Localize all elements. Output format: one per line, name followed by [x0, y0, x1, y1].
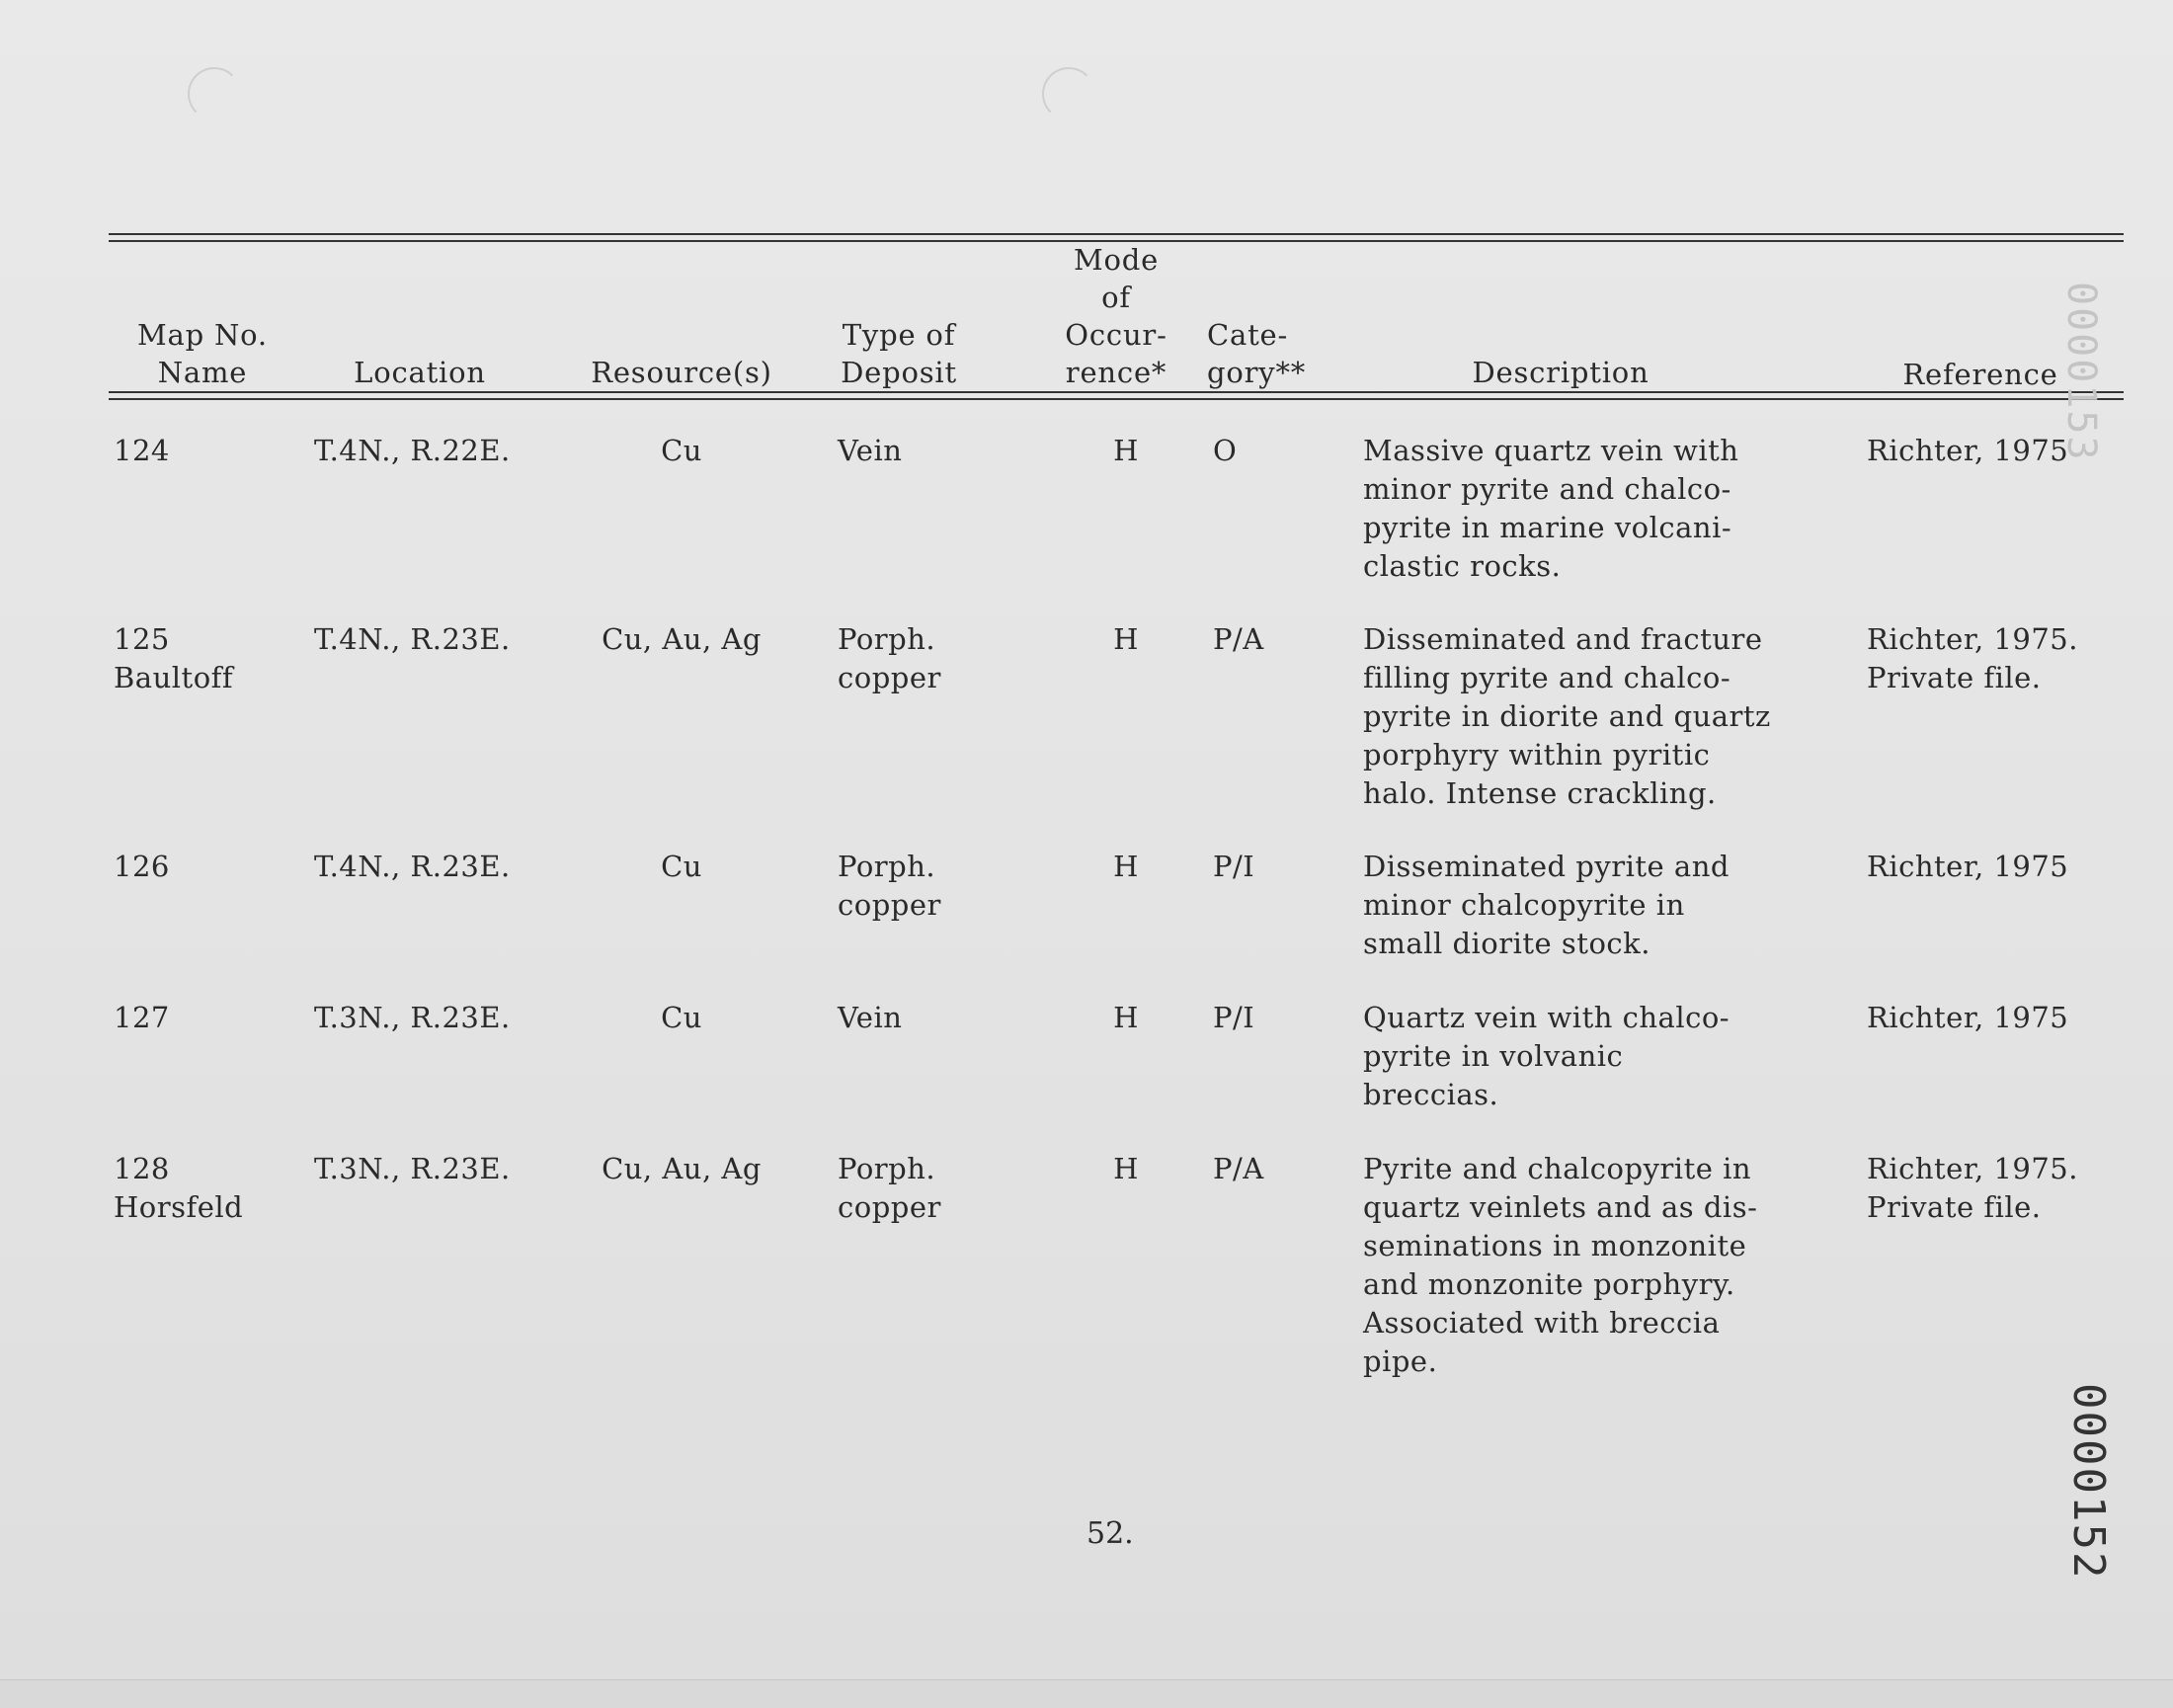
header-reference: Reference	[1902, 358, 2058, 391]
cell-mode: H	[1113, 1152, 1139, 1185]
cell-resources: Cu	[661, 434, 702, 467]
cell-description: Pyrite and chalcopyrite in quartz veinlets and as dis- seminations in monzonite and monzonite porphyry. Associated with breccia pipe.	[1363, 1152, 1758, 1378]
cell-type-of-deposit: Porph. copper	[838, 850, 941, 922]
header-bottom-rule	[109, 391, 2124, 393]
cell-type-of-deposit: Porph. copper	[838, 622, 941, 694]
header-bottom-rule-2	[109, 398, 2124, 400]
header-type-of-deposit: Type of Deposit	[841, 318, 957, 389]
header-resources: Resource(s)	[591, 356, 772, 389]
cell-resources: Cu, Au, Ag	[602, 622, 762, 656]
cell-category: P/A	[1213, 622, 1264, 656]
cell-category: P/I	[1213, 1001, 1255, 1034]
cell-location: T.4N., R.23E.	[314, 850, 511, 883]
cell-reference: Richter, 1975. Private file.	[1867, 622, 2078, 694]
cell-category: O	[1213, 434, 1238, 467]
cell-category: P/I	[1213, 850, 1255, 883]
header-mode-of-occurrence: Mode of Occur- rence*	[1065, 243, 1167, 389]
cell-map-no: 126	[114, 850, 170, 883]
header-location: Location	[354, 356, 486, 389]
archive-stamp-faint: 0000153	[2058, 282, 2104, 462]
cell-map-no: 124	[114, 434, 170, 467]
punch-hole-center	[1042, 67, 1095, 121]
cell-mode: H	[1113, 622, 1139, 656]
cell-reference: Richter, 1975	[1867, 850, 2069, 883]
cell-type-of-deposit: Vein	[838, 434, 903, 467]
cell-location: T.3N., R.23E.	[314, 1001, 511, 1034]
cell-description: Disseminated and fracture filling pyrite and chalco- pyrite in diorite and quartz porphyry within pyritic halo. Intense crackling.	[1363, 622, 1771, 810]
cell-type-of-deposit: Vein	[838, 1001, 903, 1034]
header-category: Cate- gory**	[1207, 318, 1307, 389]
header-map-no-name: Map No. Name	[137, 318, 268, 389]
cell-type-of-deposit: Porph. copper	[838, 1152, 941, 1224]
cell-description: Quartz vein with chalco- pyrite in volvanic breccias.	[1363, 1001, 1730, 1111]
cell-location: T.4N., R.22E.	[314, 434, 511, 467]
header-description: Description	[1472, 356, 1650, 389]
cell-description: Massive quartz vein with minor pyrite and chalco- pyrite in marine volcani- clastic rocks.	[1363, 434, 1739, 583]
cell-mode: H	[1113, 850, 1139, 883]
cell-map-no: 127	[114, 1001, 170, 1034]
cell-resources: Cu	[661, 850, 702, 883]
cell-reference: Richter, 1975. Private file.	[1867, 1152, 2078, 1224]
cell-mode: H	[1113, 1001, 1139, 1034]
cell-mode: H	[1113, 434, 1139, 467]
cell-reference: Richter, 1975	[1867, 1001, 2069, 1034]
cell-description: Disseminated pyrite and minor chalcopyrite in small diorite stock.	[1363, 850, 1730, 960]
archive-stamp: 0000152	[2063, 1383, 2114, 1581]
page-bottom-edge	[0, 1679, 2173, 1708]
punch-hole-left	[188, 67, 241, 121]
cell-map-no: 125 Baultoff	[114, 622, 234, 694]
cell-resources: Cu	[661, 1001, 702, 1034]
cell-category: P/A	[1213, 1152, 1264, 1185]
cell-resources: Cu, Au, Ag	[602, 1152, 762, 1185]
cell-location: T.4N., R.23E.	[314, 622, 511, 656]
table-top-rule	[109, 233, 2124, 235]
page-number: 52.	[1086, 1516, 1134, 1551]
cell-reference: Richter, 1975	[1867, 434, 2069, 467]
cell-location: T.3N., R.23E.	[314, 1152, 511, 1185]
cell-map-no: 128 Horsfeld	[114, 1152, 244, 1224]
